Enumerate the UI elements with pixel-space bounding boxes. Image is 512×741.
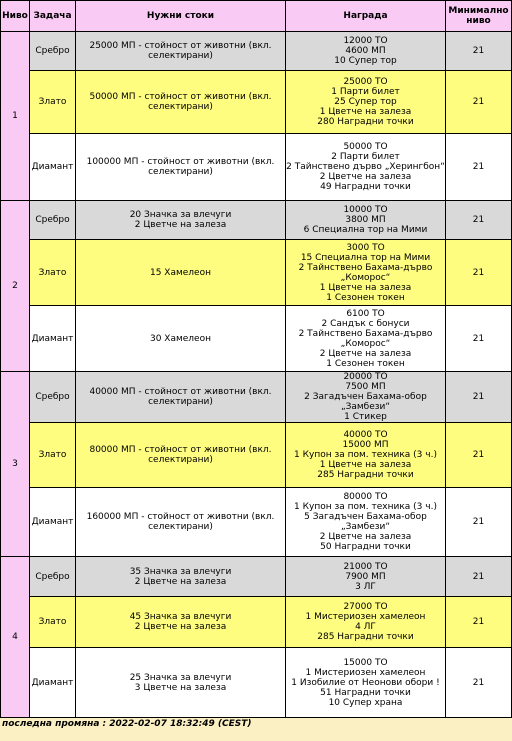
reward-line: 2 Тайнствено Бахама-дърво „Коморос“ <box>298 262 433 283</box>
min-level-cell: 21 <box>446 32 511 70</box>
table-row <box>1 32 511 70</box>
reward-line: 12000 ТО <box>343 36 388 46</box>
reward-line: 2 Цветче на залеза <box>319 348 412 359</box>
reward-cell <box>286 32 445 70</box>
header-reward: Награда <box>286 1 445 31</box>
reward-line: 1 Цветче на залеза <box>319 282 412 293</box>
reward-line: 1 Мистериозен хамелеон <box>305 667 426 678</box>
reward-line: 3 ЛГ <box>355 581 376 592</box>
reward-line: 10 Супер храна <box>328 697 403 708</box>
table-body <box>1 32 511 717</box>
required-cell <box>76 648 285 717</box>
min-level-cell: 21 <box>446 423 511 487</box>
reward-line: 27000 ТО <box>343 602 388 612</box>
reward-cell <box>286 648 445 717</box>
min-level-cell: 21 <box>446 240 511 305</box>
reward-cell <box>286 372 445 422</box>
reward-line: 1 Сезонен токен <box>326 292 405 303</box>
required-cell <box>76 32 285 70</box>
min-level-cell: 21 <box>446 372 511 422</box>
reward-cell <box>286 201 445 239</box>
required-line: 2 Цветче на залеза <box>134 622 227 632</box>
level-cell: 4 <box>1 557 29 717</box>
reward-line: 285 Наградни точки <box>317 470 414 480</box>
required-cell <box>76 306 285 371</box>
reward-cell <box>286 134 445 200</box>
required-cell <box>76 71 285 133</box>
reward-line: 2 Тайнствено дърво „Херингбон“ <box>286 162 445 172</box>
reward-line: 1 Цветче на залеза <box>319 107 412 117</box>
required-cell <box>76 201 285 239</box>
task-cell: Злато <box>30 240 75 305</box>
required-cell <box>76 240 285 305</box>
reward-line: 2 Цветче на залеза <box>319 532 412 542</box>
reward-line: 40000 ТО <box>343 430 388 440</box>
table-row <box>1 648 511 717</box>
reward-line: 4600 МП <box>345 46 386 56</box>
reward-line: 1 Сезонен токен <box>326 358 405 369</box>
required-line: 2 Цветче на залеза <box>134 576 227 587</box>
min-level-cell: 21 <box>446 306 511 371</box>
required-line: 20 Значка за влечуги <box>129 210 232 220</box>
reward-line: 6100 ТО <box>346 308 385 319</box>
level-cell: 2 <box>1 201 29 371</box>
reward-line: 5 Загадъчен Бахама-обор „Замбези“ <box>304 512 427 532</box>
reward-line: 1 Стикер <box>344 412 387 422</box>
task-cell: Злато <box>30 423 75 487</box>
task-cell: Диамант <box>30 488 75 556</box>
reward-line: 285 Наградни точки <box>317 632 414 642</box>
reward-cell <box>286 557 445 596</box>
reward-line: 1 Купон за пом. техника (3 ч.) <box>294 450 437 460</box>
header-min-level: Минимално ниво <box>446 1 511 31</box>
min-level-cell: 21 <box>446 597 511 647</box>
required-line: 40000 МП - стойност от животни (вкл. селектирани) <box>89 387 272 407</box>
reward-line: 2 Парти билет <box>331 152 400 162</box>
reward-line: 1 Мистериозен хамелеон <box>305 612 426 622</box>
required-cell <box>76 134 285 200</box>
reward-line: 2 Тайнствено Бахама-дърво „Коморос“ <box>298 328 433 349</box>
task-cell: Сребро <box>30 372 75 422</box>
table-row <box>1 557 511 596</box>
reward-line: 80000 ТО <box>343 492 388 502</box>
reward-line: 15 Специална тор на Мими <box>300 252 431 263</box>
required-line: 30 Хамелеон <box>149 333 211 344</box>
reward-line: 10 Супер тор <box>334 56 397 66</box>
min-level-cell: 21 <box>446 648 511 717</box>
reward-line: 51 Наградни точки <box>320 687 411 698</box>
reward-line: 1 Парти билет <box>331 87 400 97</box>
required-line: 25000 МП - стойност от животни (вкл. селектирани) <box>89 41 272 61</box>
reward-line: 1 Изобилие от Неонови обори ! <box>291 677 440 688</box>
min-level-cell: 21 <box>446 201 511 239</box>
table-row <box>1 488 511 556</box>
reward-cell <box>286 306 445 371</box>
required-line: 160000 МП - стойност от животни (вкл. селектирани) <box>86 512 275 532</box>
level-cell: 3 <box>1 372 29 556</box>
reward-cell <box>286 488 445 556</box>
table-row <box>1 423 511 487</box>
reward-line: 2 Цветче на залеза <box>319 172 412 182</box>
task-cell: Злато <box>30 71 75 133</box>
table-row <box>1 597 511 647</box>
required-cell <box>76 597 285 647</box>
level-cell: 1 <box>1 32 29 200</box>
required-cell <box>76 557 285 596</box>
required-line: 2 Цветче на залеза <box>134 220 227 230</box>
reward-line: 7900 МП <box>345 571 386 582</box>
reward-line: 1 Цветче на залеза <box>319 460 412 470</box>
task-cell: Диамант <box>30 134 75 200</box>
reward-line: 10000 ТО <box>343 205 388 215</box>
required-line: 15 Хамелеон <box>149 267 211 278</box>
task-cell: Злато <box>30 597 75 647</box>
min-level-cell: 21 <box>446 488 511 556</box>
required-line: 25 Значка за влечуги <box>129 672 232 683</box>
required-line: 3 Цветче на залеза <box>134 682 227 693</box>
task-cell: Сребро <box>30 32 75 70</box>
header-task: Задача <box>30 1 75 31</box>
reward-line: 3000 ТО <box>346 242 385 253</box>
required-line: 35 Значка за влечуги <box>129 566 232 577</box>
reward-line: 1 Купон за пом. техника (3 ч.) <box>294 502 437 512</box>
reward-line: 280 Наградни точки <box>317 117 414 127</box>
reward-line: 2 Сандък с бонуси <box>321 318 410 329</box>
last-modified: последна промяна : 2022-02-07 18:32:49 (CEST) <box>2 719 252 729</box>
reward-line: 15000 ТО <box>343 657 388 668</box>
task-cell: Сребро <box>30 201 75 239</box>
reward-line: 25000 ТО <box>343 77 388 87</box>
reward-line: 20000 ТО <box>343 372 388 382</box>
table-row <box>1 134 511 200</box>
table-row <box>1 306 511 371</box>
reward-line: 50000 ТО <box>343 142 388 152</box>
task-cell: Диамант <box>30 306 75 371</box>
task-cell: Диамант <box>30 648 75 717</box>
reward-line: 3800 МП <box>345 215 386 225</box>
header-required: Нужни стоки <box>76 1 285 31</box>
reward-cell <box>286 423 445 487</box>
reward-line: 6 Специална тор на Мими <box>303 225 428 235</box>
reward-line: 21000 ТО <box>343 561 388 572</box>
reward-cell <box>286 597 445 647</box>
required-line: 45 Значка за влечуги <box>129 612 232 622</box>
table-row <box>1 372 511 422</box>
required-cell <box>76 488 285 556</box>
reward-cell <box>286 240 445 305</box>
reward-line: 7500 МП <box>345 382 386 392</box>
reward-line: 4 ЛГ <box>355 622 376 632</box>
min-level-cell: 21 <box>446 71 511 133</box>
required-cell <box>76 372 285 422</box>
table-row <box>1 240 511 305</box>
required-line: 50000 МП - стойност от животни (вкл. селектирани) <box>89 92 272 112</box>
table-row <box>1 71 511 133</box>
reward-line: 25 Супер тор <box>334 97 397 107</box>
reward-line: 15000 МП <box>342 440 389 450</box>
min-level-cell: 21 <box>446 557 511 596</box>
header-level: Ниво <box>1 1 29 31</box>
required-line: 100000 МП - стойност от животни (вкл. селектирани) <box>86 157 275 177</box>
min-level-cell: 21 <box>446 134 511 200</box>
reward-line: 49 Наградни точки <box>320 182 411 192</box>
table-row <box>1 201 511 239</box>
table-header-row <box>1 1 511 31</box>
reward-line: 2 Загадъчен Бахама-обор „Замбези“ <box>304 392 427 412</box>
reward-line: 50 Наградни точки <box>320 542 411 552</box>
required-line: 80000 МП - стойност от животни (вкл. селектирани) <box>89 445 272 465</box>
reward-cell <box>286 71 445 133</box>
task-cell: Сребро <box>30 557 75 596</box>
required-cell <box>76 423 285 487</box>
